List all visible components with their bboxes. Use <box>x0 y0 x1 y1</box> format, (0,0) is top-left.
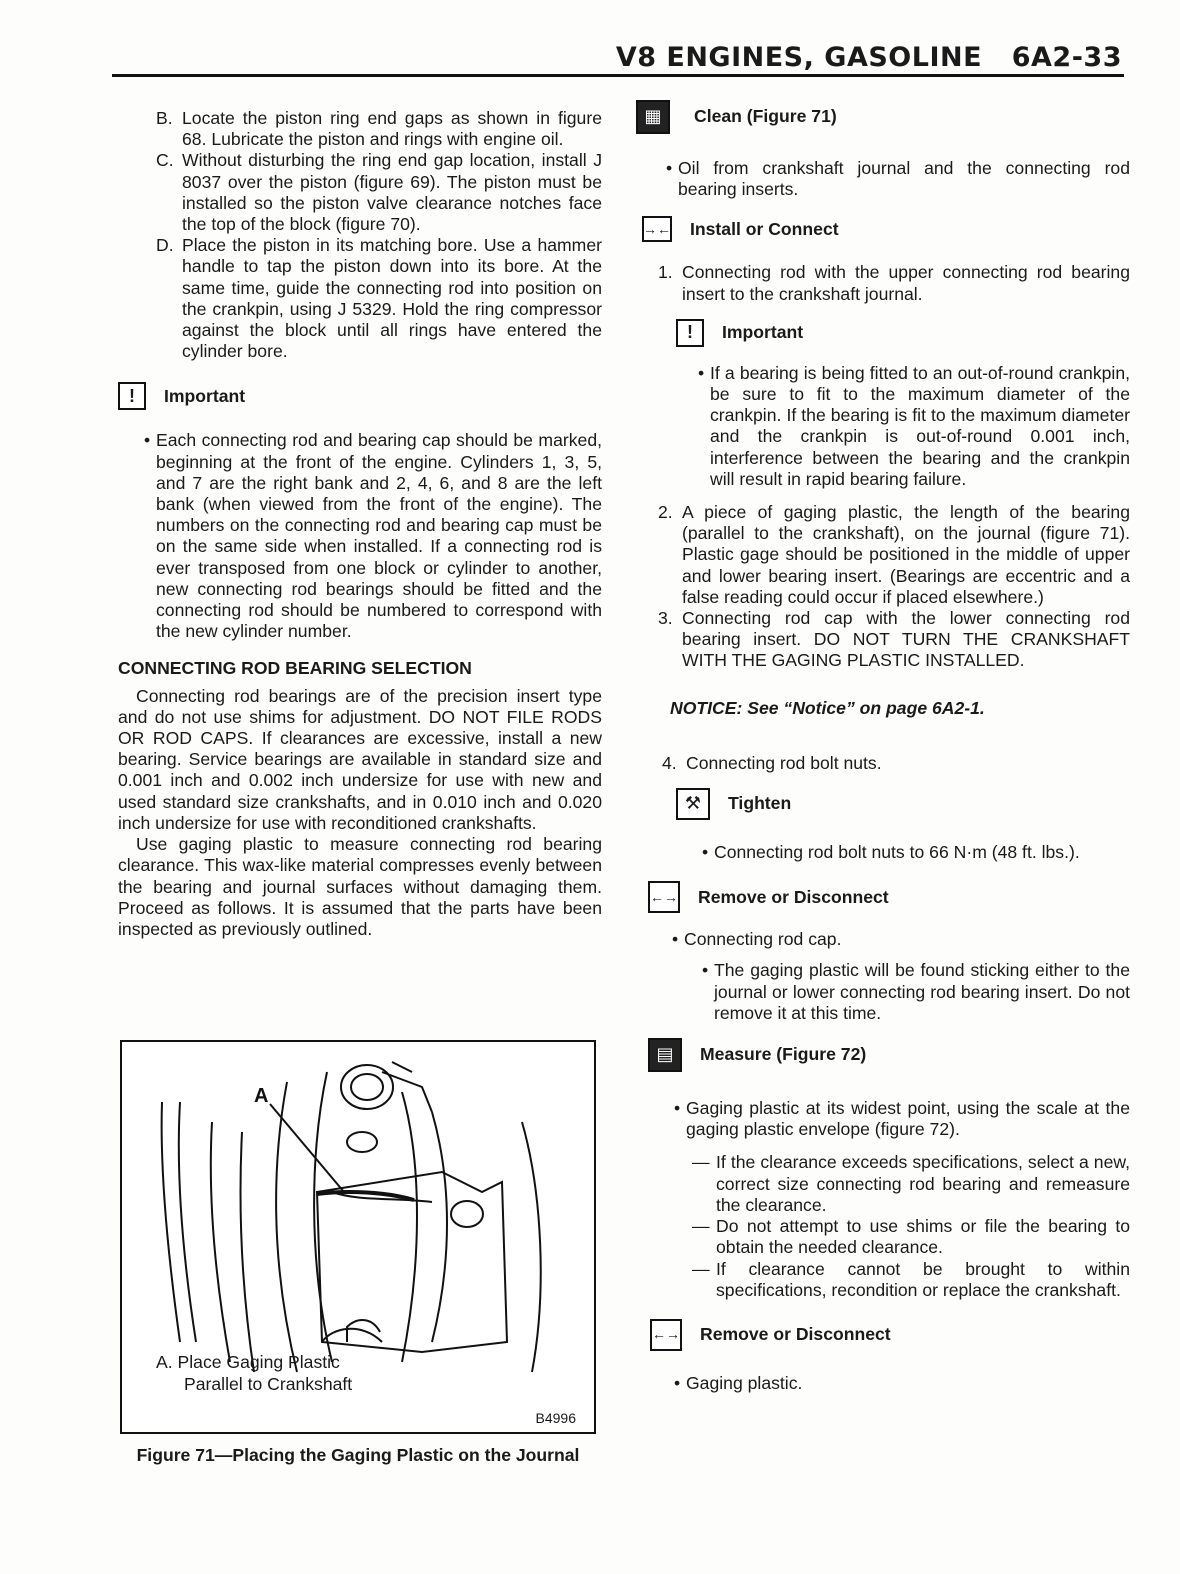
dash-text: Do not attempt to use shims or file the bearing to obtain the needed clearance. <box>716 1216 1130 1258</box>
remove-icon: ←→ <box>648 881 680 913</box>
bullet-text: The gaging plastic will be found sticking either to the journal or lower connecting rod bearing insert. Do not remove it at this time. <box>714 960 1130 1023</box>
bullet-text: Oil from crankshaft journal and the connecting rod bearing inserts. <box>678 158 1130 200</box>
section-title: CONNECTING ROD BEARING SELECTION <box>118 658 472 679</box>
step-text: Connecting rod cap with the lower connecting rod bearing insert. DO NOT TURN THE CRANKSHAFT WITH THE GAGING PLASTIC INSTALLED. <box>682 608 1130 671</box>
figure-legend-line2: Parallel to Crankshaft <box>184 1374 353 1394</box>
remove2-label: Remove or Disconnect <box>700 1324 891 1345</box>
figure-legend-line1: A. Place Gaging Plastic <box>156 1352 340 1372</box>
step-label: D. <box>156 235 174 256</box>
figure-code: B4996 <box>535 1410 576 1426</box>
step-label: 2. <box>658 502 673 523</box>
bullet-text: If a bearing is being fitted to an out-of-round crankpin, be sure to fit to the maximum diameter of the crankpin. If the bearing is fit to the maximum diameter and the crankpin is out-of-round 0.001 inch, interference between the bearing and the crankpin will result in rapid bearing failure. <box>710 362 1130 489</box>
important-icon: ! <box>676 319 704 347</box>
tighten-heading <box>676 788 1130 820</box>
bullet-text: Connecting rod cap. <box>684 929 842 950</box>
step-label: 3. <box>658 608 673 629</box>
bullet-text: Gaging plastic. <box>686 1372 803 1393</box>
bullet-dot: • <box>674 1372 681 1393</box>
tighten-label: Tighten <box>728 793 792 814</box>
bullet-text: Connecting rod bolt nuts to 66 N·m (48 ft. lbs.). <box>714 842 1080 863</box>
figure-71 <box>120 1040 596 1434</box>
wrench-icon: ⚒ <box>676 788 710 820</box>
measure-heading <box>648 1038 1130 1072</box>
important-bullet <box>118 430 602 642</box>
remove2-heading <box>650 1319 1130 1351</box>
step-d <box>156 235 602 362</box>
page-header <box>112 42 1122 73</box>
remove-icon: ←→ <box>650 1319 682 1351</box>
install-step-3 <box>636 608 1130 672</box>
header-page-number: 6A2-33 <box>1011 42 1122 73</box>
bullet-dot: • <box>144 430 151 451</box>
important-icon: ! <box>118 382 146 410</box>
remove2-bullet <box>636 1373 1130 1394</box>
measure-dash-list <box>636 1152 1130 1300</box>
left-column <box>118 108 602 940</box>
install-heading <box>642 216 1130 242</box>
figure-callout-a: A <box>254 1085 269 1107</box>
install-label: Install or Connect <box>690 218 839 239</box>
bullet-text: Gaging plastic at its widest point, using the scale at the gaging plastic envelope (figure 72). <box>686 1098 1130 1140</box>
measure-bullet <box>636 1098 1130 1140</box>
clean-icon: ▦ <box>636 100 670 134</box>
step-label: 4. <box>662 752 677 773</box>
important-label: Important <box>722 322 804 343</box>
install-step-4 <box>636 753 1130 774</box>
paragraph: Connecting rod bearings are of the precision insert type and do not use shims for adjustment. DO NOT FILE RODS OR ROD CAPS. If clearances are excessive, install a new bearing. Service bearings are available in standard size and 0.001 inch and 0.002 inch undersize for use with new and used standard size crankshafts, and in 0.010 inch and 0.020 inch undersize for use with reconditioned crankshafts. <box>118 685 602 833</box>
right-column <box>636 100 1130 1394</box>
tighten-bullet <box>636 842 1130 863</box>
bullet-dot: • <box>702 842 709 863</box>
step-b <box>156 108 602 150</box>
clean-heading <box>636 100 1130 134</box>
paragraph: Use gaging plastic to measure connecting rod bearing clearance. This wax-like material compresses evenly between the bearing and journal surfaces without damaging them. Proceed as follows. It is assumed that the parts have been inspected as previously outlined. <box>118 834 602 939</box>
bullet-text: Each connecting rod and bearing cap should be marked, beginning at the front of the engine. Cylinders 1, 3, 5, and 7 are the right bank and 2, 4, 6, and 8 are the left bank (when viewed from the front of the engine). The numbers on the connecting rod and bearing cap must be on the same side when installed. If a connecting rod is ever transposed from one block or cylinder to another, new connecting rod bearings should be fitted and the connecting rod should be numbered to correspond with the new cylinder number. <box>156 430 602 642</box>
step-label: C. <box>156 150 174 171</box>
dash-item: — Do not attempt to use shims or file the bearing to obtain the needed clearance. <box>692 1216 1130 1258</box>
header-title: V8 ENGINES, GASOLINE <box>615 42 983 73</box>
bullet-dot: • <box>702 960 709 981</box>
step-text: Connecting rod with the upper connecting rod bearing insert to the crankshaft journal. <box>682 262 1130 304</box>
dash-item: — If clearance cannot be brought to within specifications, recondition or replace the crankshaft. <box>692 1258 1130 1300</box>
important-bullet <box>636 363 1130 490</box>
step-text: Locate the piston ring end gaps as shown in figure 68. Lubricate the piston and rings with engine oil. <box>182 108 602 150</box>
step-c <box>156 150 602 235</box>
install-icon: →← <box>642 216 672 242</box>
important-heading <box>676 319 1130 347</box>
step-text: A piece of gaging plastic, the length of the bearing (parallel to the crankshaft), on the journal (figure 71). Plastic gage should be positioned in the middle of upper and lower bearing insert. (Bearings are eccentric and a false reading could occur if placed elsewhere.) <box>682 502 1130 607</box>
step-text: Connecting rod bolt nuts. <box>686 752 882 773</box>
notice: NOTICE: See “Notice” on page 6A2-1. <box>670 697 985 718</box>
install-step-1 <box>636 262 1130 304</box>
step-text: Without disturbing the ring end gap location, install J 8037 over the piston (figure 69). The piston must be installed so the piston valve clearance notches face the top of the block (figure 70). <box>182 150 602 235</box>
install-step-2 <box>636 502 1130 608</box>
remove-bullet <box>636 929 1130 950</box>
step-label: B. <box>156 108 173 128</box>
dash-text: If the clearance exceeds specifications, select a new, correct size connecting rod bearing and remeasure the clearance. <box>716 1152 1130 1215</box>
bullet-dot: • <box>674 1098 681 1119</box>
clean-bullet <box>636 158 1130 200</box>
measure-icon: ▤ <box>648 1038 682 1072</box>
figure-caption: Figure 71—Placing the Gaging Plastic on the Journal <box>136 1445 580 1465</box>
remove-heading <box>648 881 1130 913</box>
measure-label: Measure (Figure 72) <box>700 1044 867 1065</box>
bullet-dot: • <box>672 929 679 950</box>
important-label: Important <box>164 385 246 406</box>
bullet-dot: • <box>666 158 673 178</box>
header-rule <box>112 74 1124 77</box>
remove-sub-bullet <box>636 960 1130 1024</box>
dash-text: If clearance cannot be brought to within specifications, recondition or replace the crankshaft. <box>716 1258 1130 1300</box>
bullet-dot: • <box>698 362 705 383</box>
step-label: 1. <box>658 262 673 283</box>
dash-item: — If the clearance exceeds specifications, select a new, correct size connecting rod bearing and remeasure the clearance. <box>692 1152 1130 1215</box>
remove-label: Remove or Disconnect <box>698 886 889 907</box>
step-text: Place the piston in its matching bore. Use a hammer handle to tap the piston down into its bore. At the same time, guide the connecting rod into position on the crankpin, using J 5329. Hold the ring compressor against the block until all rings have entered the cylinder bore. <box>182 235 602 362</box>
important-heading <box>118 382 602 410</box>
clean-label: Clean (Figure 71) <box>694 106 837 127</box>
